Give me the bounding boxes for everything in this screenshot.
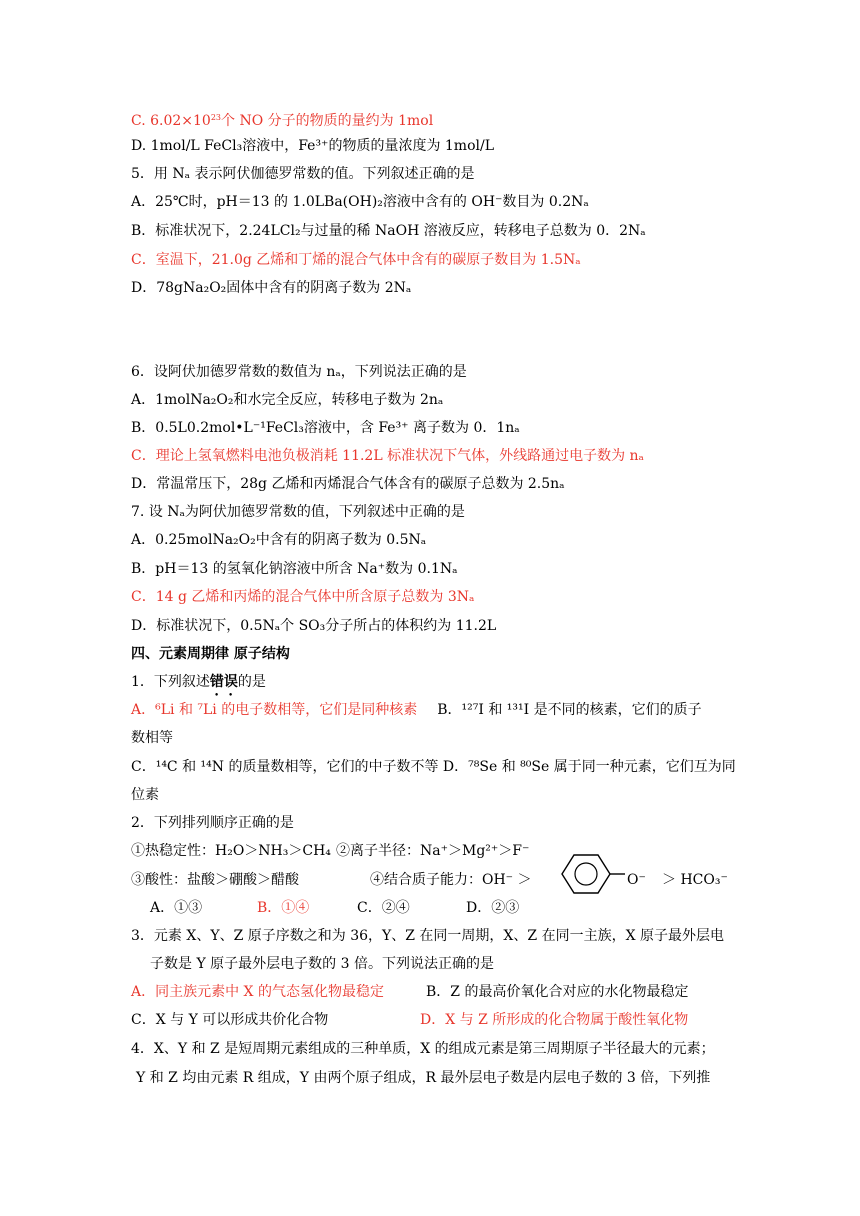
s4-q3-option-b: B．Z 的最高价氧化合对应的水化物最稳定: [426, 984, 689, 1000]
q7-option-d: D．标准状况下，0.5Nₐ个 SO₃分子所占的体积约为 11.2L: [131, 618, 497, 634]
s4-q1-stem: 1．下列叙述错误的是: [131, 674, 266, 690]
s4-q4-line1: 4．X、Y 和 Z 是短周期元素组成的三种单质，X 的组成元素是第三周期原子半径最大的元素；: [131, 1041, 715, 1057]
q5-option-a: A．25℃时，pH＝13 的 1.0LBa(OH)₂溶液中含有的 OH⁻数目为 0.2Nₐ: [131, 194, 589, 210]
q5-option-c: C．室温下，21.0g 乙烯和丁烯的混合气体中含有的碳原子数目为 1.5Nₐ: [131, 252, 581, 268]
s4-q2-item-4-pre: ④结合质子能力：OH⁻ ＞: [370, 872, 532, 888]
q7-option-c: C．14 g 乙烯和丙烯的混合气体中所含原子总数为 3Nₐ: [131, 589, 475, 605]
s4-q4-line2: Y 和 Z 均由元素 R 组成，Y 由两个原子组成，R 最外层电子数是内层电子数的 3 倍，下列推: [136, 1070, 711, 1086]
s4-q3-stem-line1: 3．元素 X、Y、Z 原子序数之和为 36，Y、Z 在同一周期，X、Z 在同一主族，X 原子最外层电: [131, 928, 724, 944]
q4-option-c: C. $6.02\times 10^{23}$个 NO 分子的物质的量约为 1mol: [131, 113, 434, 129]
s4-q2-item-3: ③酸性：盐酸＞硼酸＞醋酸: [131, 872, 299, 888]
s4-q2-item-2: ②离子半径：Na⁺＞Mg²⁺＞F⁻: [336, 843, 530, 859]
s4-q2-option-c: C．②④: [357, 900, 410, 916]
q7-option-a: A．0.25molNa₂O₂中含有的阴离子数为 0.5Nₐ: [131, 532, 427, 548]
q5-option-d: D．78gNa₂O₂固体中含有的阴离子数为 2Nₐ: [131, 280, 412, 296]
s4-q2-option-b: B．①④: [257, 900, 310, 916]
q7-option-b: B．pH＝13 的氢氧化钠溶液中所含 Na⁺数为 0.1Nₐ: [131, 561, 458, 577]
q6-option-b: B．0.5L0.2mol•L⁻¹FeCl₃溶液中，含 Fe³⁺ 离子数为 0．1nₐ: [131, 420, 520, 436]
q4-option-d: D. 1mol/L FeCl₃溶液中，Fe³⁺的物质的量浓度为 1mol/L: [131, 138, 495, 154]
s4-q2-option-d: D．②③: [466, 900, 520, 916]
q6-stem: 6．设阿伏加德罗常数的数值为 nₐ，下列说法正确的是: [131, 364, 467, 380]
s4-q1-options-cd: C．¹⁴C 和 ¹⁴N 的质量数相等，它们的中子数不等 D．⁷⁸Se 和 ⁸⁰Se 属于同一种元素，它们互为同: [131, 759, 736, 775]
q5-option-b: B．标准状况下，2.24LCl₂与过量的稀 NaOH 溶液反应，转移电子总数为 0．2Nₐ: [131, 223, 646, 239]
s4-q1-options-ab: A．⁶Li 和 ⁷Li 的电子数相等，它们是同种核素 B．¹²⁷I 和 ¹³¹I 是不同的核素，它们的质子: [131, 702, 702, 718]
s4-q2-item-4-post: ＞ HCO₃⁻: [662, 872, 728, 888]
s4-q1-option-b-cont: 数相等: [131, 730, 173, 746]
s4-q2-stem: 2．下列排列顺序正确的是: [131, 815, 294, 831]
q5-stem: 5．用 Nₐ 表示阿伏伽德罗常数的值。下列叙述正确的是: [131, 166, 475, 182]
s4-q3-option-a: A．同主族元素中 X 的气态氢化物最稳定: [131, 984, 384, 1000]
s4-q3-stem-line2: 子数是 Y 原子最外层电子数的 3 倍。下列说法正确的是: [150, 956, 494, 972]
s4-q2-option-a: A．①③: [150, 900, 203, 916]
q6-option-c: C．理论上氢氧燃料电池负极消耗 11.2L 标准状况下气体，外线路通过电子数为 nₐ: [131, 448, 644, 464]
s4-q2-item-1: ①热稳定性：H₂O＞NH₃＞CH₄: [131, 843, 331, 859]
section-4-title: 四、元素周期律 原子结构: [131, 646, 290, 662]
s4-q3-option-d: D．X 与 Z 所形成的化合物属于酸性氧化物: [420, 1012, 689, 1028]
q6-option-a: A．1molNa₂O₂和水完全反应，转移电子数为 2nₐ: [131, 392, 444, 408]
q6-option-d: D．常温常压下，28g 乙烯和丙烯混合气体含有的碳原子总数为 2.5nₐ: [131, 476, 565, 492]
q7-stem: 7. 设 Nₐ为阿伏加德罗常数的值，下列叙述中正确的是: [131, 504, 465, 520]
s4-q3-option-c: C．X 与 Y 可以形成共价化合物: [131, 1012, 329, 1028]
s4-q2-item-4-phenoxide-o: O⁻: [627, 872, 646, 888]
s4-q1-options-cd-cont: 位素: [131, 787, 159, 803]
